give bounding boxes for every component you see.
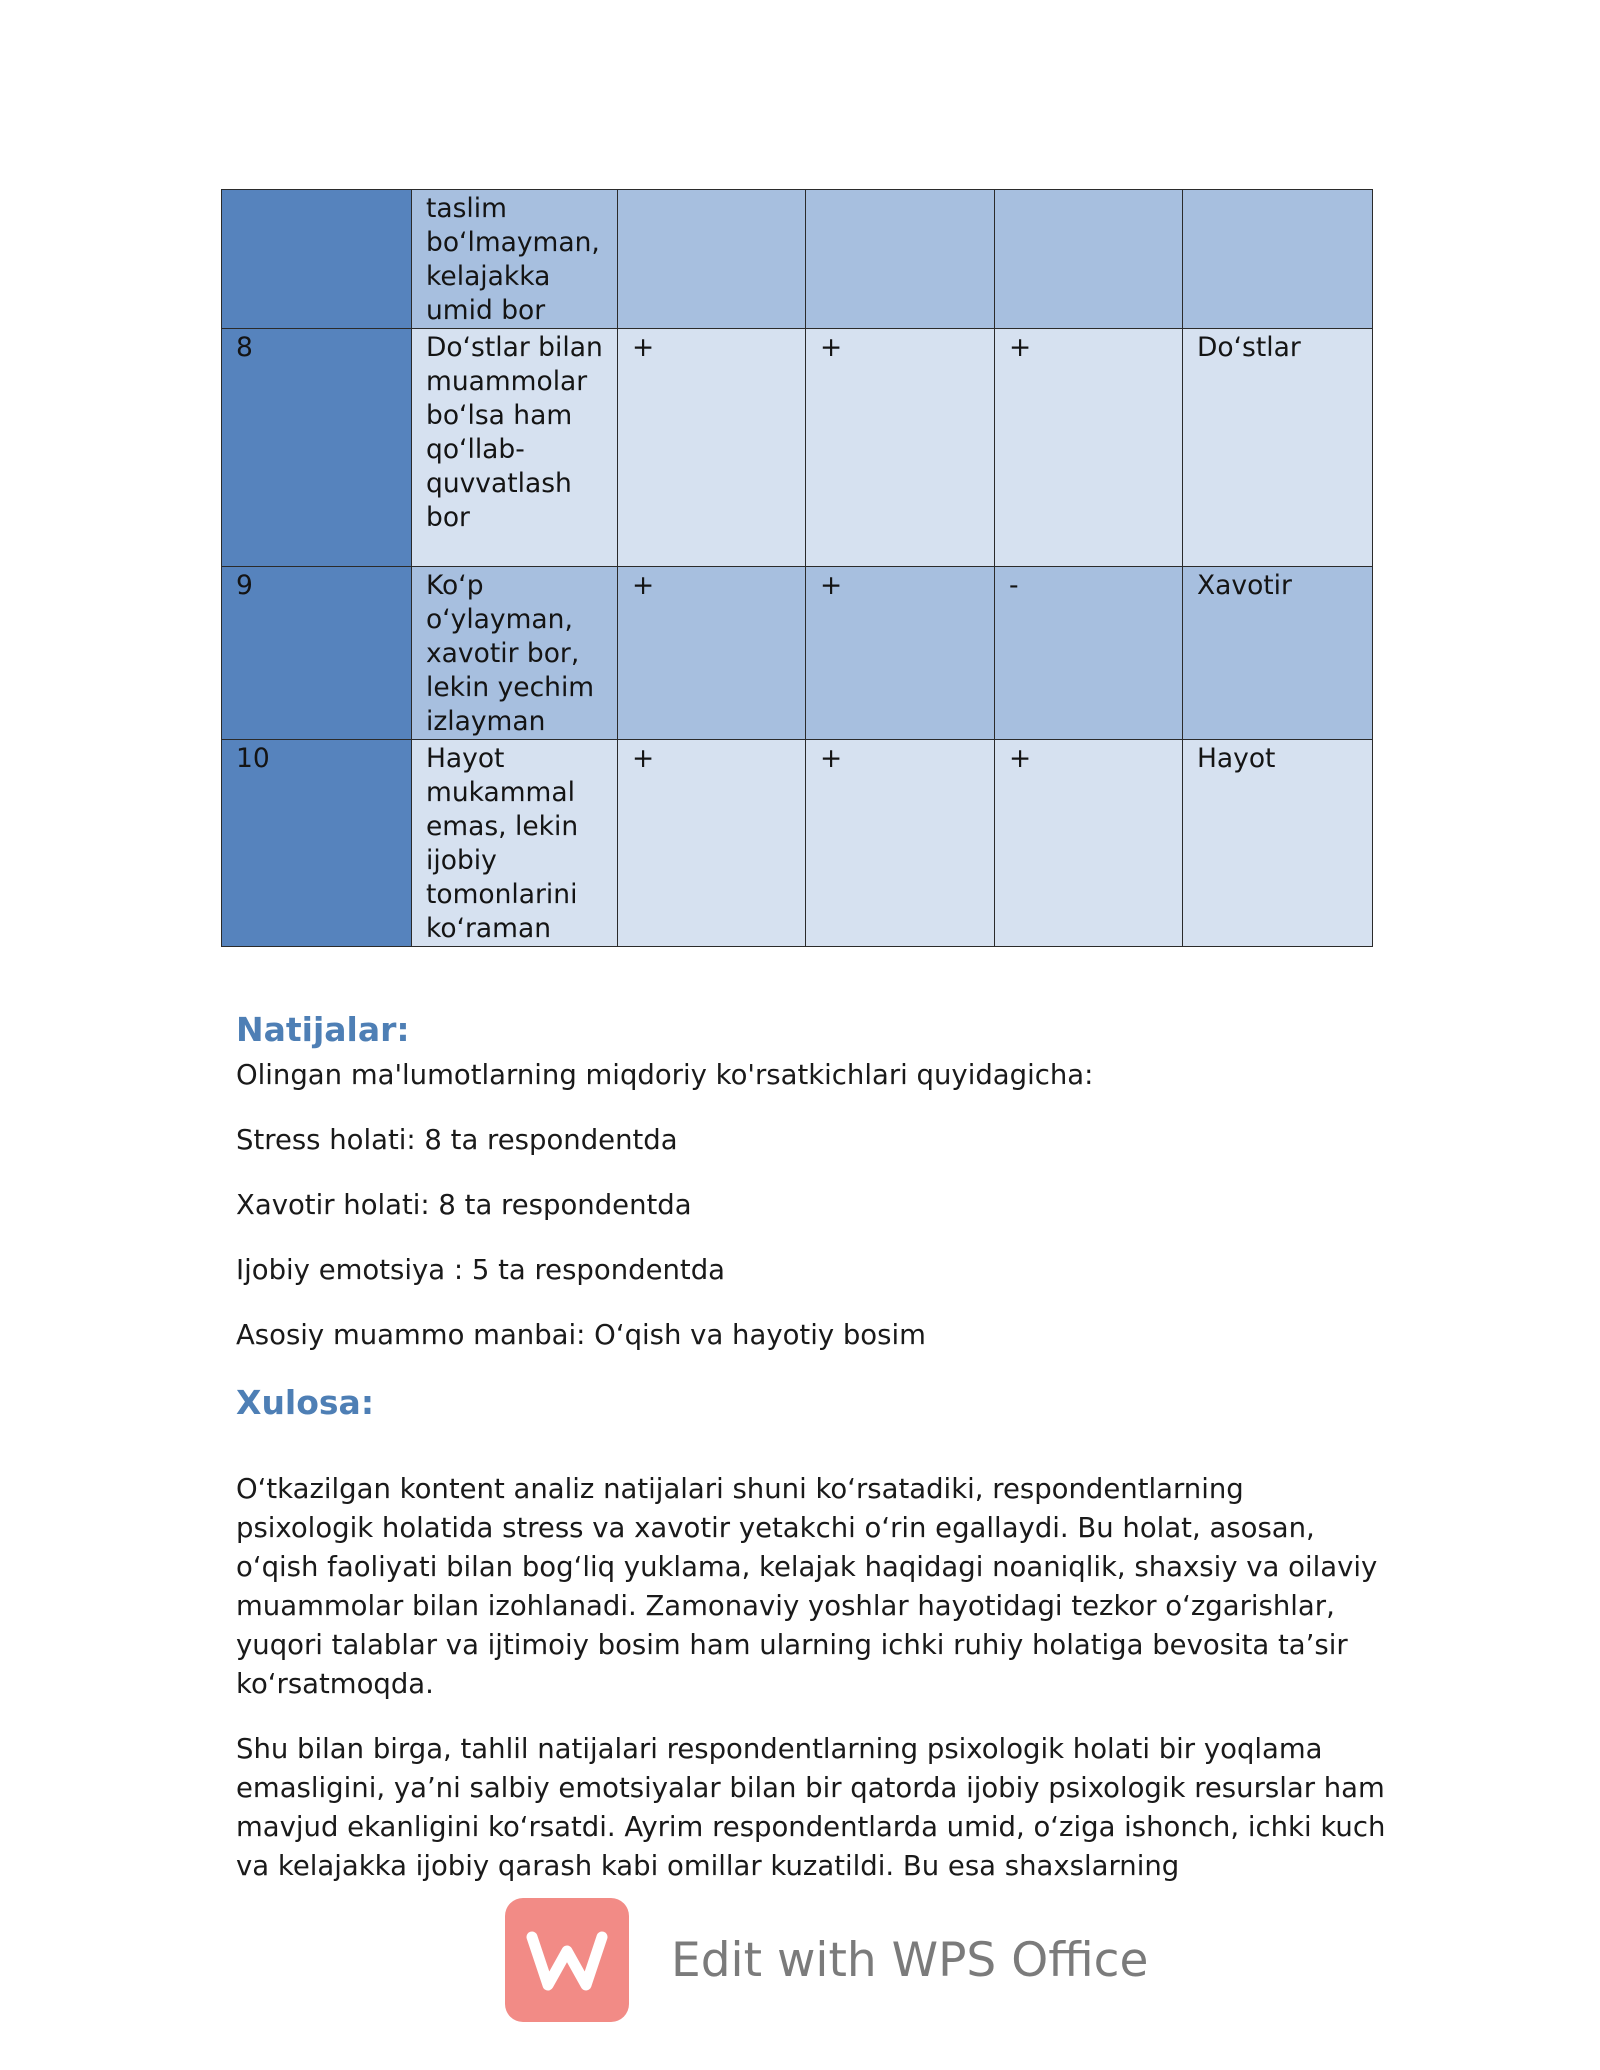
table-row bbox=[222, 329, 1373, 567]
conclusion-paragraph-1: O‘tkazilgan kontent analiz natijalari shuni ko‘rsatadiki, respondentlarning psixologik holatida stress va xavotir yetakchi o‘rin egallaydi. Bu holat, asosan, o‘qish faoliyati bilan bog‘liq yuklama, kelajak haqidagi noaniqlik, shaxsiy va oilaviy muammolar bilan izohlanadi. Zamonaviy yoshlar hayotidagi tezkor o‘zgarishlar, yuqori talablar va ijtimoiy bosim ham ularning ichki ruhiy holatiga bevosita ta’sir ko‘rsatmoqda. bbox=[236, 1473, 1378, 1700]
row-category: Hayot bbox=[1183, 740, 1373, 947]
row-mark-1: + bbox=[618, 567, 806, 740]
wps-banner-text[interactable]: Edit with WPS Office bbox=[671, 1932, 1149, 1988]
table-row bbox=[222, 740, 1373, 947]
anxiety-stat: Xavotir holati: 8 ta respondentda bbox=[236, 1189, 692, 1221]
row-mark-1: + bbox=[618, 329, 806, 567]
row-mark-1: + bbox=[618, 740, 806, 947]
row-statement: taslim bo‘lmayman, kelajakka umid bor bbox=[412, 190, 618, 329]
row-category bbox=[1183, 190, 1373, 329]
row-mark-1 bbox=[618, 190, 806, 329]
row-number: 10 bbox=[222, 740, 412, 947]
wps-w-logo-icon[interactable] bbox=[505, 1898, 629, 2022]
row-statement: Hayot mukammal emas, lekin ijobiy tomonlarini ko‘raman bbox=[412, 740, 618, 947]
positive-emotion-stat: Ijobiy emotsiya : 5 ta respondentda bbox=[236, 1254, 726, 1286]
row-mark-3: + bbox=[995, 329, 1183, 567]
problem-source-stat: Asosiy muammo manbai: O‘qish va hayotiy bosim bbox=[236, 1319, 926, 1351]
row-mark-3: - bbox=[995, 567, 1183, 740]
row-category: Do‘stlar bbox=[1183, 329, 1373, 567]
row-mark-2: + bbox=[806, 329, 995, 567]
row-category: Xavotir bbox=[1183, 567, 1373, 740]
conclusion-heading: Xulosa: bbox=[236, 1383, 375, 1422]
row-statement: Do‘stlar bilan muammolar bo‘lsa ham qo‘llab-quvvatlash bor bbox=[412, 329, 618, 567]
row-mark-2 bbox=[806, 190, 995, 329]
results-intro: Olingan ma'lumotlarning miqdoriy ko'rsatkichlari quyidagicha: bbox=[236, 1059, 1094, 1091]
row-mark-3: + bbox=[995, 740, 1183, 947]
row-number: 8 bbox=[222, 329, 412, 567]
table-row bbox=[222, 190, 1373, 329]
row-mark-2: + bbox=[806, 740, 995, 947]
results-heading: Natijalar: bbox=[236, 1010, 410, 1049]
results-table-wrapper bbox=[221, 189, 1372, 947]
row-number: 9 bbox=[222, 567, 412, 740]
stress-stat: Stress holati: 8 ta respondentda bbox=[236, 1124, 678, 1156]
row-statement: Ko‘p o‘ylayman, xavotir bor, lekin yechim izlayman bbox=[412, 567, 618, 740]
results-table bbox=[221, 189, 1373, 947]
row-mark-2: + bbox=[806, 567, 995, 740]
table-row bbox=[222, 567, 1373, 740]
conclusion-paragraph-2: Shu bilan birga, tahlil natijalari respondentlarning psixologik holati bir yoqlama emasligini, ya’ni salbiy emotsiyalar bilan bir qatorda ijobiy psixologik resurslar ham mavjud ekanligini ko‘rsatdi. Ayrim respondentlarda umid, o‘ziga ishonch, ichki kuch va kelajakka ijobiy qarash kabi omillar kuzatildi. Bu esa shaxslarning bbox=[236, 1733, 1386, 1882]
row-mark-3 bbox=[995, 190, 1183, 329]
row-number bbox=[222, 190, 412, 329]
wps-edit-banner[interactable] bbox=[505, 1898, 1148, 2022]
